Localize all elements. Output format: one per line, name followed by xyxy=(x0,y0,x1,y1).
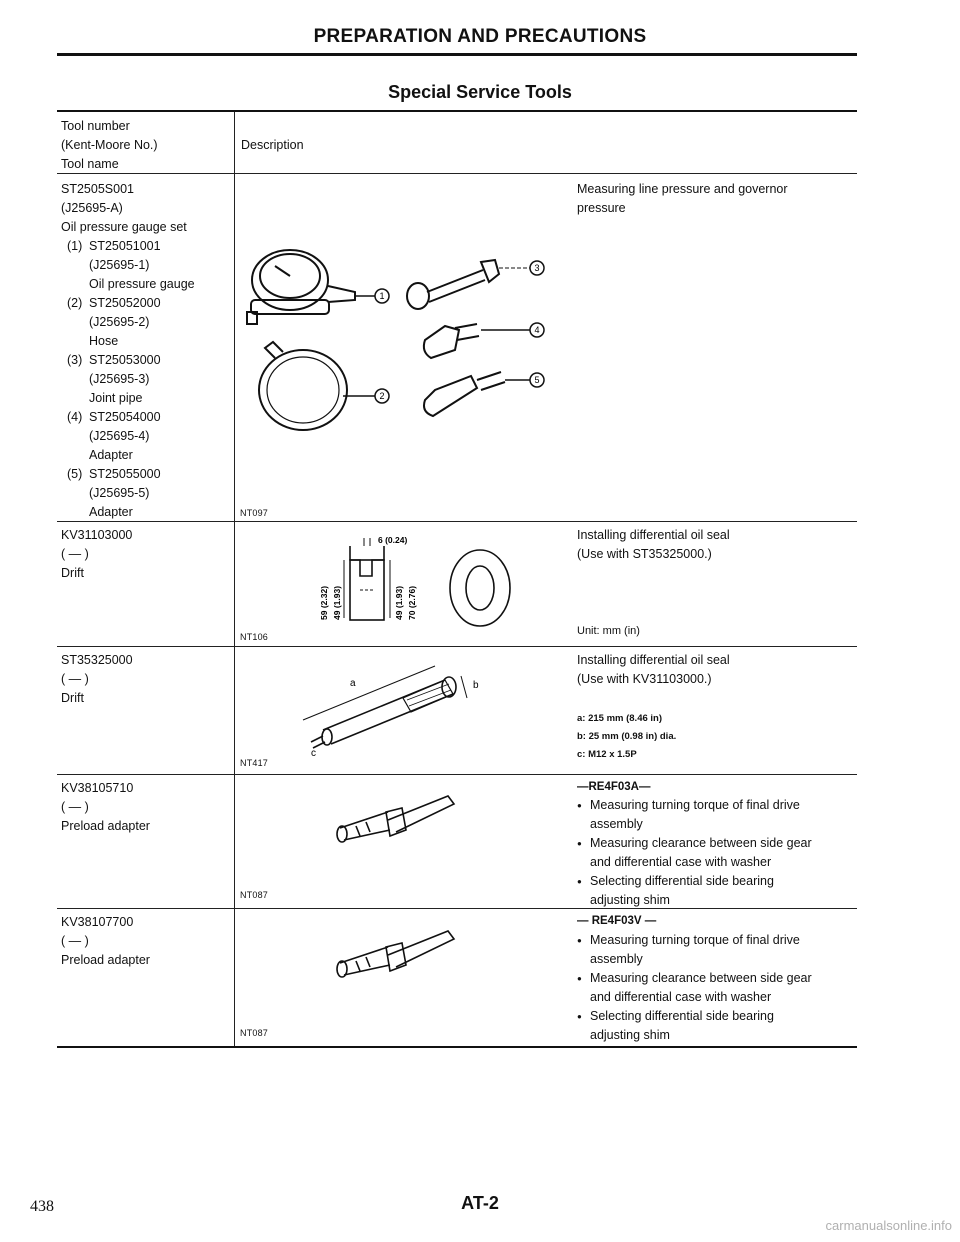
kent-moore-number: ( — ) xyxy=(61,547,89,561)
figure-callout: 3 xyxy=(534,263,540,273)
unit-note: Unit: mm (in) xyxy=(577,625,640,637)
figure-callout: 5 xyxy=(534,375,540,385)
bullet-continuation: and differential case with washer xyxy=(590,990,772,1004)
bullet-continuation: adjusting shim xyxy=(590,893,670,907)
dimension-label: c xyxy=(311,748,316,759)
figure-callout: 4 xyxy=(534,325,540,335)
tool-number: KV38107700 xyxy=(61,915,134,929)
part-number: ST25052000 xyxy=(89,296,161,310)
desc-col-header: Description xyxy=(241,138,304,152)
page-title: PREPARATION AND PRECAUTIONS xyxy=(313,26,647,47)
spec-line: b: 25 mm (0.98 in) dia. xyxy=(577,731,677,742)
bullet-item: ● Selecting differential side bearing xyxy=(590,872,774,891)
part-kent-moore: (J25695-4) xyxy=(89,429,150,443)
bullet-item: ● Measuring turning torque of final drive xyxy=(590,931,800,950)
tool-name: Preload adapter xyxy=(61,953,150,967)
part-marker: (1) xyxy=(67,239,83,253)
tool-number: KV31103000 xyxy=(61,528,133,542)
bullet-item: ● Selecting differential side bearing xyxy=(590,1007,774,1026)
part-number: ST25055000 xyxy=(89,467,161,481)
figure-code: NT087 xyxy=(240,890,269,900)
row-divider xyxy=(57,908,857,909)
column-divider xyxy=(234,112,235,1046)
tool-col-header-1: Tool number xyxy=(61,119,130,133)
preload-adapter-illustration xyxy=(330,925,460,985)
dimension-label: 70 (2.76) xyxy=(407,585,417,620)
section-page-code: AT-2 xyxy=(461,1193,499,1213)
part-kent-moore: (J25695-1) xyxy=(89,258,150,272)
header-rule xyxy=(57,53,857,56)
description-line: Installing differential oil seal xyxy=(577,528,730,542)
part-name: Hose xyxy=(89,334,119,348)
section-title: Special Service Tools xyxy=(388,82,572,102)
row-divider xyxy=(57,774,857,775)
tool-name: Oil pressure gauge set xyxy=(61,220,187,234)
part-name: Adapter xyxy=(89,448,133,462)
tool-number: ST2505S001 xyxy=(61,182,134,196)
figure-callout: 1 xyxy=(379,291,385,301)
part-number: ST25051001 xyxy=(89,239,161,253)
drift-cross-section-illustration xyxy=(300,530,530,630)
bullet-item: ● Measuring clearance between side gear xyxy=(590,969,812,988)
part-kent-moore: (J25695-5) xyxy=(89,486,150,500)
bullet-continuation: assembly xyxy=(590,952,643,966)
model-label: —RE4F03A— xyxy=(577,781,651,793)
tool-col-header-2: (Kent-Moore No.) xyxy=(61,138,158,152)
bullet-continuation: assembly xyxy=(590,817,643,831)
model-label: — RE4F03V — xyxy=(577,915,657,927)
dimension-label: a xyxy=(350,678,356,689)
bullet-item: ● Measuring turning torque of final drive xyxy=(590,796,800,815)
part-marker: (2) xyxy=(67,296,83,310)
tool-col-header-3: Tool name xyxy=(61,157,119,171)
part-kent-moore: (J25695-2) xyxy=(89,315,150,329)
bullet-continuation: and differential case with washer xyxy=(590,855,772,869)
part-number: ST25053000 xyxy=(89,353,161,367)
part-marker: (5) xyxy=(67,467,83,481)
bullet-item: ● Measuring clearance between side gear xyxy=(590,834,812,853)
tool-number: KV38105710 xyxy=(61,781,134,795)
figure-code: NT417 xyxy=(240,758,269,768)
row-divider xyxy=(57,646,857,647)
page-number: 438 xyxy=(30,1198,54,1215)
dimension-label: 6 (0.24) xyxy=(378,535,408,545)
part-name: Oil pressure gauge xyxy=(89,277,195,291)
description-line: Measuring line pressure and governor xyxy=(577,182,788,196)
part-number: ST25054000 xyxy=(89,410,161,424)
spec-line: a: 215 mm (8.46 in) xyxy=(577,713,663,724)
description-line: (Use with ST35325000.) xyxy=(577,547,712,561)
figure-callout: 2 xyxy=(379,391,385,401)
drift-rod-illustration xyxy=(295,648,495,766)
preload-adapter-illustration xyxy=(330,790,460,850)
part-marker: (4) xyxy=(67,410,83,424)
row-divider xyxy=(57,521,857,522)
description-line: (Use with KV31103000.) xyxy=(577,672,712,686)
dimension-label: 49 (1.93) xyxy=(332,585,342,620)
dimension-label: b xyxy=(473,680,479,691)
tool-number: ST35325000 xyxy=(61,653,133,667)
part-name: Adapter xyxy=(89,505,133,519)
dimension-label: 59 (2.32) xyxy=(319,585,329,620)
spec-line: c: M12 x 1.5P xyxy=(577,749,637,760)
kent-moore-number: ( — ) xyxy=(61,934,89,948)
table-top-rule xyxy=(57,110,857,112)
header-row-divider xyxy=(57,173,857,174)
bullet-continuation: adjusting shim xyxy=(590,1028,670,1042)
description-line: Installing differential oil seal xyxy=(577,653,730,667)
oil-pressure-gauge-set-illustration xyxy=(245,240,565,450)
table-bottom-rule xyxy=(57,1046,857,1048)
tool-name: Drift xyxy=(61,691,84,705)
description-line: pressure xyxy=(577,201,626,215)
watermark: carmanualsonline.info xyxy=(825,1218,952,1233)
part-kent-moore: (J25695-3) xyxy=(89,372,150,386)
kent-moore-number: ( — ) xyxy=(61,672,89,686)
part-marker: (3) xyxy=(67,353,83,367)
kent-moore-number: ( — ) xyxy=(61,800,89,814)
figure-code: NT097 xyxy=(240,508,269,518)
tool-name: Preload adapter xyxy=(61,819,150,833)
kent-moore-number: (J25695-A) xyxy=(61,201,123,215)
figure-code: NT106 xyxy=(240,632,269,642)
part-name: Joint pipe xyxy=(89,391,143,405)
tool-name: Drift xyxy=(61,566,84,580)
dimension-label: 49 (1.93) xyxy=(394,585,404,620)
figure-code: NT087 xyxy=(240,1028,269,1038)
